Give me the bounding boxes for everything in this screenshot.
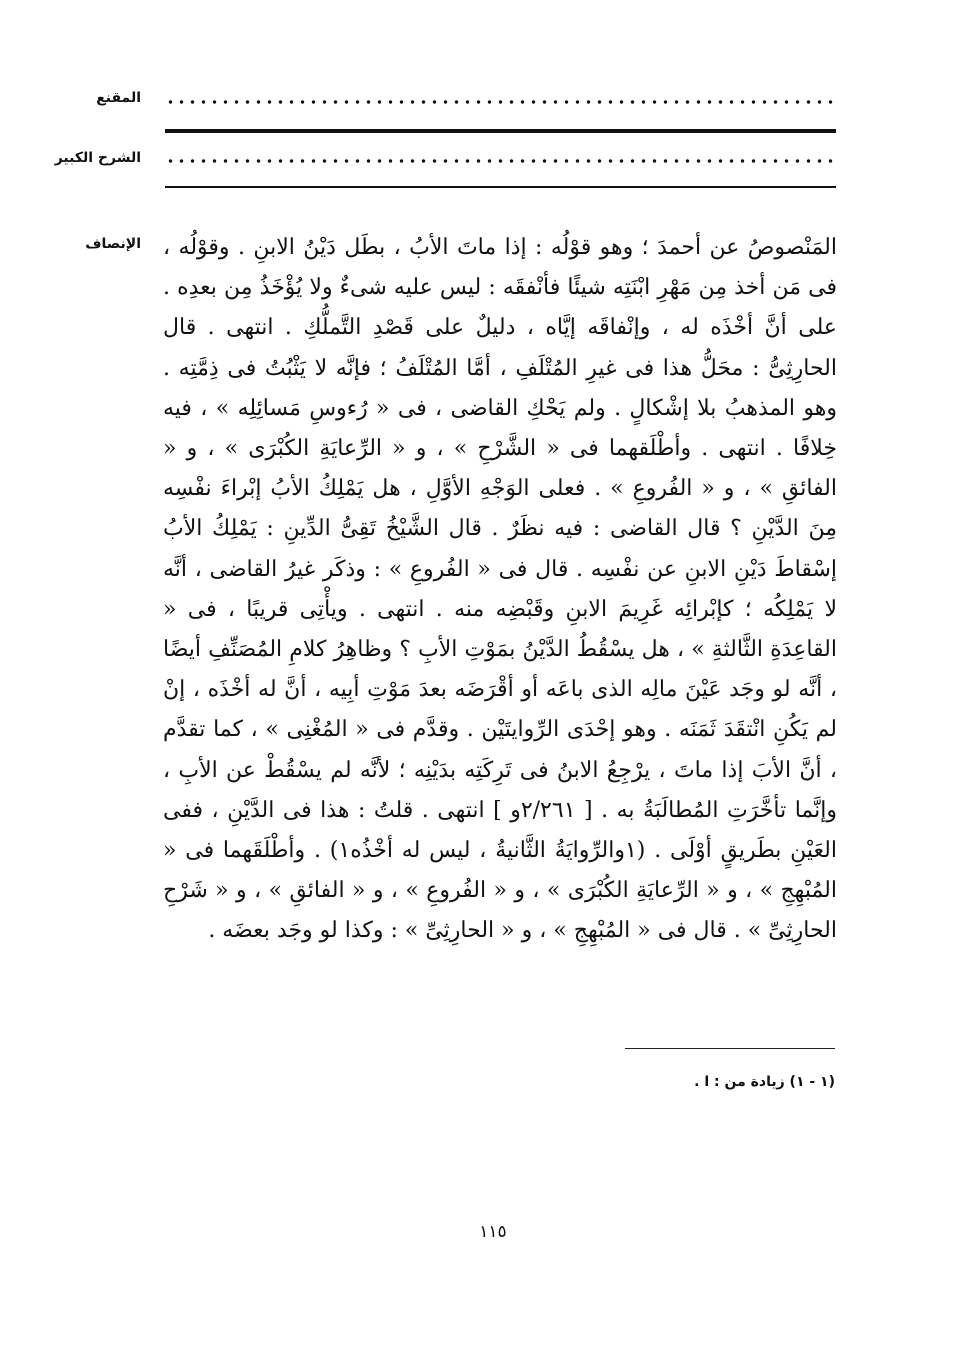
insaf-label: الإنصاف	[85, 236, 141, 252]
sharh-dotted-line	[165, 158, 835, 164]
sharh-kabir-label: الشرح الكبير	[54, 150, 141, 166]
footnote-divider	[625, 1048, 835, 1049]
muqni-label: المقنع	[96, 90, 141, 106]
header-thick-rule	[165, 129, 836, 133]
page-number: ١١٥	[479, 1222, 507, 1242]
footnote: (١ - ١) زيادة من : ا .	[694, 1074, 835, 1090]
muqni-dotted-line	[165, 99, 835, 105]
header-thin-rule	[165, 186, 836, 188]
main-body-text: المَنْصوصُ عن أحمدَ ؛ وهو قوْلُه : إذا ماتَ الأبُ ، بطَل دَيْنُ الابنِ . وقوْلُه ، فى مَن أخذ مِن مَهْرِ ابْنَتِه شيئًا فأنْفقَه : ليس عليه شىءٌ ولا يُؤْخَذُ مِن بعدِه . على أنَّ أخْذَه له ، وإنْفاقَه إيَّاه ، دليلٌ على قَصْدِ التَّملُّكِ . انتهى . قال الحارِثِىُّ : محَلُّ هذا فى غيرِ المُتْلَفِ ، أمَّا المُتْلَفُ ؛ فإنَّه لا يَثْبُتُ فى ذِمَّتِه . وهو المذهبُ بلا إشْكالٍ . ولم يَحْكِ القاضى ، فى « رُءوسِ مَسائِلِه » ، فيه خِلافًا . انتهى . وأطْلَقهما فى « الشَّرْحِ » ، و « الرِّعايَةِ الكُبْرَى » ، و « الفائقِ » ، و « الفُروعِ » . فعلى الوَجْهِ الأوَّلِ ، هل يَمْلِكُ الأبُ إبْراءَ نفْسِه مِنَ الدَّيْنِ ؟ قال القاضى : فيه نظَرٌ . قال الشَّيْخُ تَقِىُّ الدِّينِ : يَمْلِكُ الأبُ إسْقاطَ دَيْنِ الابنِ عن نفْسِه . قال فى « الفُروعِ » : وذكَر غيرُ القاضى ، أنَّه لا يَمْلِكُه ؛ كإبْرائِه غَرِيمَ الابنِ وقَبْضِه منه . انتهى . ويأْتِى قريبًا ، فى « القاعِدَةِ الثَّالثةِ » ، هل يسْقُطُ الدَّيْنُ بمَوْتِ الأبِ ؟ وظاهِرُ كلامِ المُصَنِّفِ أيضًا ، أنَّه لو وجَد عَيْنَ مالِه الذى باعَه أو أقْرَضَه بعدَ مَوْتِ أبِيه ، أنَّ له أخْذَه ، إنْ لم يَكُنِ انْتقَدَ ثَمَنَه . وهو إحْدَى الرِّوايتَيْن . وقدَّم فى « المُغْنِى » ، كما تقدَّم ، أنَّ الأبَ إذا ماتَ ، يرْجِعُ الابنُ فى تَرِكَتِه بدَيْنِه ؛ لأنَّه لم يسْقُطْ عن الأبِ ، وإنَّما تأخَّرَتِ المُطالَبَةُ به . [ ٢/٢٦١و ] انتهى . قلتُ : هذا فى الدَّيْنِ ، ففى العَيْنِ بطَريقٍ أوْلَى . (١والرِّوايَةُ الثَّانيةُ ، ليس له أخْذُه١) . وأطْلَقَهما فى « المُبْهِجِ » ، و « الرِّعايَةِ الكُبْرَى » ، و « الفُروعِ » ، و « الفائقِ » ، و « شَرْحِ الحارِثِىِّ » . قال فى « المُبْهِجِ » ، و « الحارِثِىِّ » : وكذا لو وجَد بعضَه .	[163, 235, 837, 944]
